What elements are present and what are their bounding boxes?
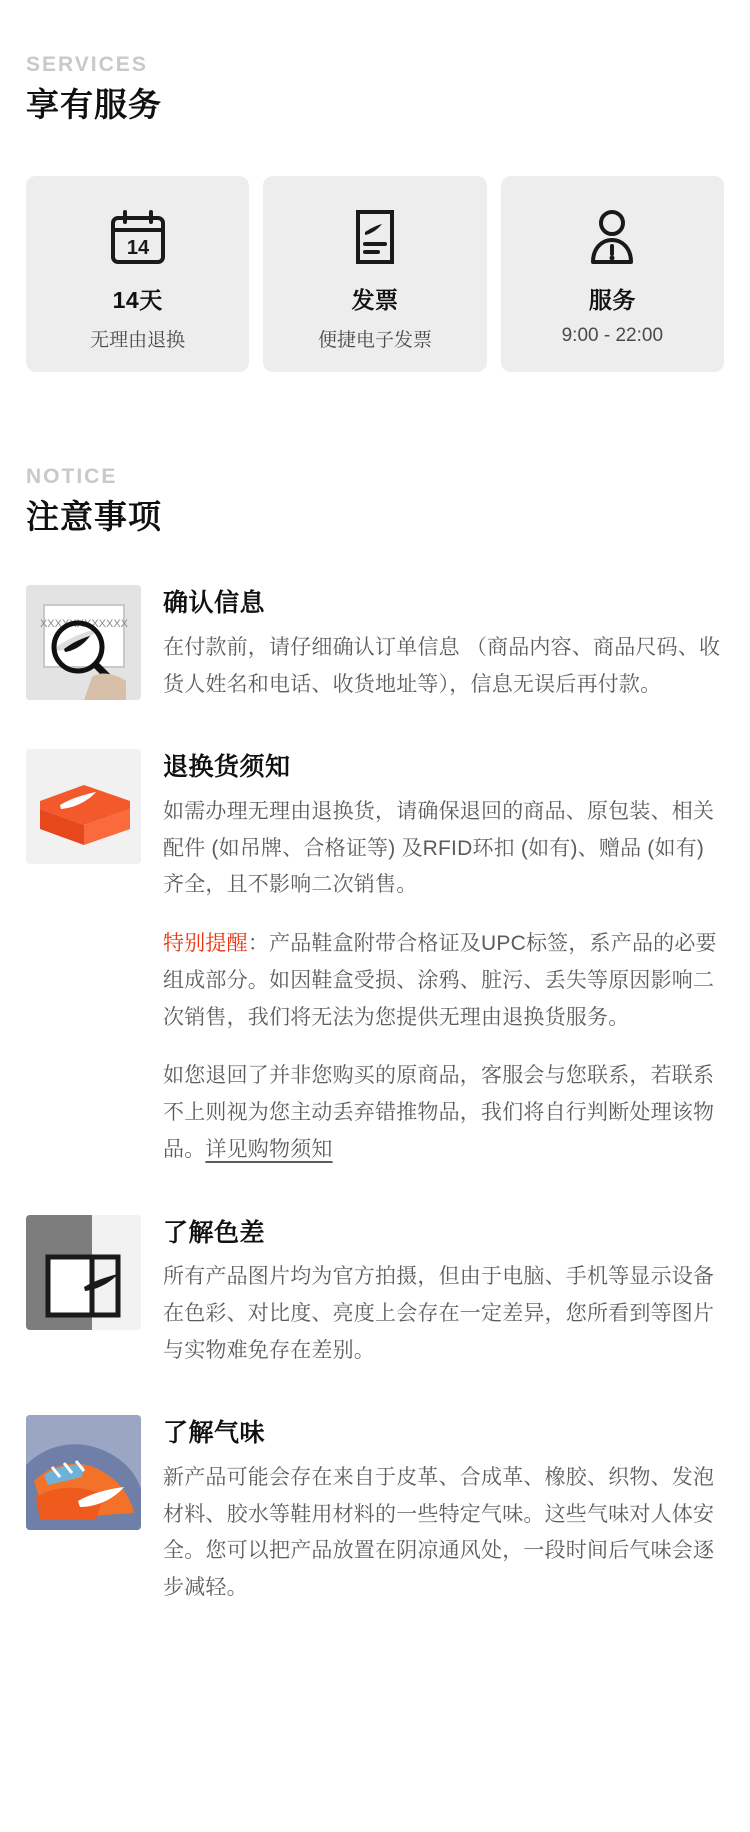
notice-section-header — [26, 372, 724, 540]
service-card-return[interactable] — [26, 176, 249, 372]
shoe-photo-thumb — [26, 1415, 141, 1530]
notice-item — [26, 1215, 724, 1370]
notice-body — [163, 749, 724, 1168]
service-card-support[interactable] — [501, 176, 724, 372]
notice-title: 注意事项 — [26, 497, 162, 535]
notice-body — [163, 585, 724, 703]
service-card-title: 发票 — [351, 286, 399, 313]
invoice-icon — [344, 206, 406, 268]
notice-item-title: 退换货须知 — [163, 753, 291, 782]
services-card-list — [26, 176, 724, 372]
notice-paragraph-last — [163, 1058, 724, 1168]
notice-last-text: 如您退回了并非您购买的原商品，客服会与您联系，若联系不上则视为您主动丢弃错推物品，我们将自行判断处理该物品。 — [163, 1064, 715, 1161]
notice-item-title: 确认信息 — [163, 589, 266, 618]
service-card-title: 14天 — [112, 286, 163, 313]
color-swatch-thumb — [26, 1215, 141, 1330]
highlight-label: 特别提醒 — [163, 932, 248, 956]
shopping-guide-link[interactable]: 详见购物须知 — [205, 1137, 333, 1161]
service-card-title: 服务 — [588, 286, 636, 313]
calendar-14-icon — [107, 206, 169, 268]
notice-body — [163, 1415, 724, 1607]
notice-paragraph-highlight — [163, 926, 724, 1036]
service-card-sub: 无理由退换 — [90, 329, 186, 351]
magnifier-tag-thumb — [26, 585, 141, 700]
service-card-sub: 便捷电子发票 — [317, 329, 432, 351]
notice-item-title: 了解气味 — [163, 1419, 266, 1448]
notice-eyebrow: NOTICE — [26, 464, 118, 488]
notice-list — [26, 585, 724, 1607]
notice-item — [26, 749, 724, 1168]
notice-paragraph: 新产品可能会存在来自于皮革、合成革、橡胶、织物、发泡材料、胶水等鞋用材料的一些特定气味。这些气味对人体安全。您可以把产品放置在阴凉通风处，一段时间后气味会逐步减轻。 — [163, 1465, 715, 1600]
notice-item — [26, 1415, 724, 1607]
shoebox-thumb — [26, 749, 141, 864]
services-title: 享有服务 — [26, 86, 162, 124]
svg-text:XXXXXXXXXXXX: XXXXXXXXXXXX — [39, 618, 129, 631]
notice-item — [26, 585, 724, 703]
notice-paragraph: 如需办理无理由退换货，请确保退回的商品、原包装、相关配件 (如吊牌、合格证等) 及RFID环扣 (如有)、赠品 (如有) 齐全，且不影响二次销售。 — [163, 799, 715, 897]
services-eyebrow: SERVICES — [26, 53, 148, 76]
highlight-text: ：产品鞋盒附带合格证及UPC标签，系产品的必要组成部分。如因鞋盒受损、涂鸦、脏污、丢失等原因影响二次销售，我们将无法为您提供无理由退换货服务。 — [163, 932, 717, 1029]
notice-paragraph: 所有产品图片均为官方拍摄，但由于电脑、手机等显示设备在色彩、对比度、亮度上会存在一定差异，您所看到等图片与实物难免存在差别。 — [163, 1265, 715, 1362]
svg-text:14: 14 — [126, 236, 149, 259]
service-person-icon — [581, 206, 643, 268]
services-section-header — [26, 0, 724, 128]
notice-item-title: 了解色差 — [163, 1218, 266, 1247]
notice-paragraph: 在付款前，请仔细确认订单信息 （商品内容、商品尺码、收货人姓名和电话、收货地址等），信息无误后再付款。 — [163, 635, 721, 696]
service-card-sub: 9:00 - 22:00 — [561, 324, 664, 346]
notice-body — [163, 1215, 724, 1370]
service-card-invoice[interactable] — [263, 176, 486, 372]
